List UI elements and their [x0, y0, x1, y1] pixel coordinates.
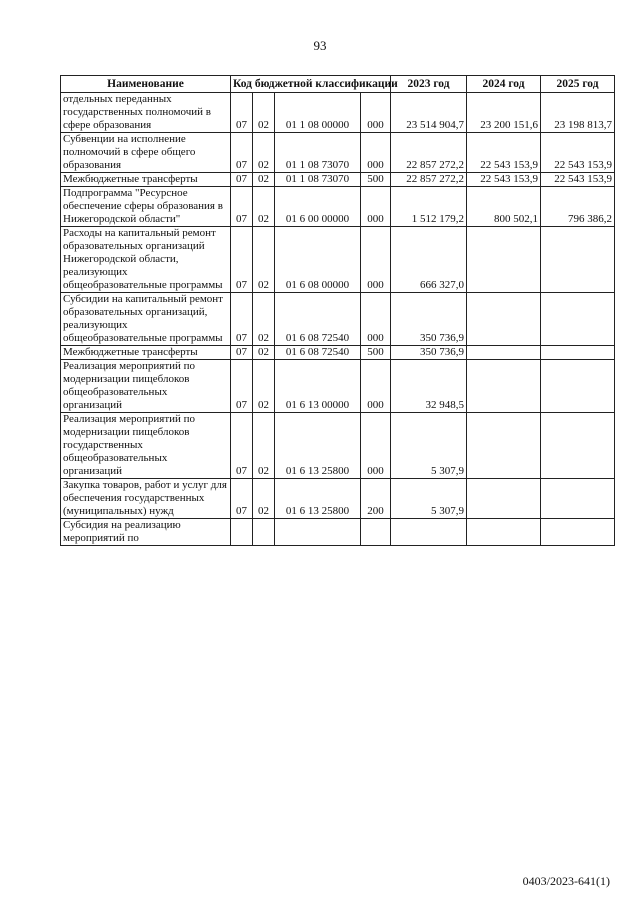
row-value-2025-cell — [541, 360, 615, 413]
row-section-cell: 07 — [231, 93, 253, 133]
row-value-2023-cell: 350 736,9 — [391, 293, 467, 346]
row-value-2023-cell: 5 307,9 — [391, 479, 467, 519]
row-value-2023-cell — [391, 519, 467, 546]
row-expense-type-cell: 000 — [361, 93, 391, 133]
row-section-cell: 07 — [231, 346, 253, 360]
row-target-code-cell: 01 6 13 00000 — [275, 360, 361, 413]
page-number: 93 — [313, 38, 327, 53]
table-row — [61, 133, 615, 173]
row-expense-type-cell: 500 — [361, 173, 391, 187]
row-value-2025-cell: 23 198 813,7 — [541, 93, 615, 133]
table-row — [61, 293, 615, 346]
row-name-cell: Подпрограмма "Ресурсное обеспечение сферы образования в Нижегородской области" — [61, 187, 231, 227]
row-section-cell: 07 — [231, 133, 253, 173]
row-subsection-cell: 02 — [253, 173, 275, 187]
row-value-2023-cell: 5 307,9 — [391, 413, 467, 479]
row-expense-type-cell: 000 — [361, 360, 391, 413]
row-value-2024-cell: 23 200 151,6 — [467, 93, 541, 133]
row-section-cell: 07 — [231, 479, 253, 519]
row-value-2024-cell — [467, 293, 541, 346]
row-subsection-cell: 02 — [253, 187, 275, 227]
row-target-code-cell: 01 1 08 73070 — [275, 173, 361, 187]
row-name-cell: Межбюджетные трансферты — [61, 173, 231, 187]
row-section-cell: 07 — [231, 360, 253, 413]
row-target-code-cell: 01 1 08 00000 — [275, 93, 361, 133]
row-name-cell: Субсидия на реализацию мероприятий по — [61, 519, 231, 546]
row-value-2024-cell: 22 543 153,9 — [467, 133, 541, 173]
row-section-cell: 07 — [231, 173, 253, 187]
row-value-2024-cell — [467, 227, 541, 293]
header-2024: 2024 год — [467, 76, 541, 93]
row-value-2023-cell: 1 512 179,2 — [391, 187, 467, 227]
row-name-cell: Реализация мероприятий по модернизации пищеблоков общеобразовательных организаций — [61, 360, 231, 413]
row-value-2023-cell: 350 736,9 — [391, 346, 467, 360]
row-name-cell: Субвенции на исполнение полномочий в сфере общего образования — [61, 133, 231, 173]
document-code: 0403/2023-641(1) — [522, 874, 610, 888]
row-expense-type-cell: 200 — [361, 479, 391, 519]
table-row — [61, 519, 615, 546]
header-name: Наименование — [61, 76, 231, 93]
row-subsection-cell: 02 — [253, 346, 275, 360]
row-value-2025-cell — [541, 346, 615, 360]
row-value-2023-cell: 22 857 272,2 — [391, 133, 467, 173]
row-value-2025-cell — [541, 227, 615, 293]
row-target-code-cell: 01 6 13 25800 — [275, 413, 361, 479]
row-value-2023-cell: 23 514 904,7 — [391, 93, 467, 133]
row-value-2023-cell: 22 857 272,2 — [391, 173, 467, 187]
row-value-2024-cell — [467, 413, 541, 479]
row-expense-type-cell: 500 — [361, 346, 391, 360]
row-target-code-cell: 01 1 08 73070 — [275, 133, 361, 173]
row-subsection-cell: 02 — [253, 360, 275, 413]
row-value-2023-cell: 32 948,5 — [391, 360, 467, 413]
row-subsection-cell — [253, 519, 275, 546]
row-value-2024-cell — [467, 360, 541, 413]
row-value-2024-cell: 22 543 153,9 — [467, 173, 541, 187]
row-name-cell: Межбюджетные трансферты — [61, 346, 231, 360]
table-row — [61, 93, 615, 133]
header-code: Код бюджетной классификации — [231, 76, 391, 93]
table-row — [61, 187, 615, 227]
row-expense-type-cell: 000 — [361, 293, 391, 346]
row-value-2024-cell — [467, 519, 541, 546]
row-value-2025-cell: 22 543 153,9 — [541, 173, 615, 187]
row-expense-type-cell: 000 — [361, 187, 391, 227]
row-subsection-cell: 02 — [253, 293, 275, 346]
row-expense-type-cell: 000 — [361, 413, 391, 479]
row-value-2025-cell — [541, 479, 615, 519]
table-row — [61, 346, 615, 360]
row-subsection-cell: 02 — [253, 413, 275, 479]
row-value-2025-cell: 796 386,2 — [541, 187, 615, 227]
row-target-code-cell: 01 6 08 00000 — [275, 227, 361, 293]
row-target-code-cell: 01 6 08 72540 — [275, 293, 361, 346]
row-name-cell: отдельных переданных государственных полномочий в сфере образования — [61, 93, 231, 133]
row-target-code-cell: 01 6 00 00000 — [275, 187, 361, 227]
row-value-2025-cell: 22 543 153,9 — [541, 133, 615, 173]
row-name-cell: Субсидии на капитальный ремонт образовательных организаций, реализующих общеобразовательные программы — [61, 293, 231, 346]
row-section-cell: 07 — [231, 227, 253, 293]
header-2025: 2025 год — [541, 76, 615, 93]
row-target-code-cell: 01 6 13 25800 — [275, 479, 361, 519]
row-value-2025-cell — [541, 293, 615, 346]
row-value-2024-cell: 800 502,1 — [467, 187, 541, 227]
row-expense-type-cell — [361, 519, 391, 546]
row-expense-type-cell: 000 — [361, 227, 391, 293]
table-row — [61, 227, 615, 293]
row-value-2023-cell: 666 327,0 — [391, 227, 467, 293]
row-section-cell: 07 — [231, 413, 253, 479]
row-subsection-cell: 02 — [253, 479, 275, 519]
row-subsection-cell: 02 — [253, 133, 275, 173]
budget-table — [60, 75, 615, 546]
row-name-cell: Расходы на капитальный ремонт образовательных организаций Нижегородской области, реализующих общеобразовательные программы — [61, 227, 231, 293]
row-value-2025-cell — [541, 519, 615, 546]
header-2023: 2023 год — [391, 76, 467, 93]
table-row — [61, 360, 615, 413]
table-header-row — [61, 76, 615, 93]
table-row — [61, 479, 615, 519]
row-subsection-cell: 02 — [253, 227, 275, 293]
row-section-cell — [231, 519, 253, 546]
row-target-code-cell: 01 6 08 72540 — [275, 346, 361, 360]
row-name-cell: Реализация мероприятий по модернизации пищеблоков государственных общеобразовательных организаций — [61, 413, 231, 479]
row-name-cell: Закупка товаров, работ и услуг для обеспечения государственных (муниципальных) нужд — [61, 479, 231, 519]
row-subsection-cell: 02 — [253, 93, 275, 133]
row-value-2024-cell — [467, 479, 541, 519]
row-section-cell: 07 — [231, 293, 253, 346]
row-section-cell: 07 — [231, 187, 253, 227]
row-value-2024-cell — [467, 346, 541, 360]
row-target-code-cell — [275, 519, 361, 546]
row-value-2025-cell — [541, 413, 615, 479]
table-row — [61, 173, 615, 187]
table-row — [61, 413, 615, 479]
row-expense-type-cell: 000 — [361, 133, 391, 173]
